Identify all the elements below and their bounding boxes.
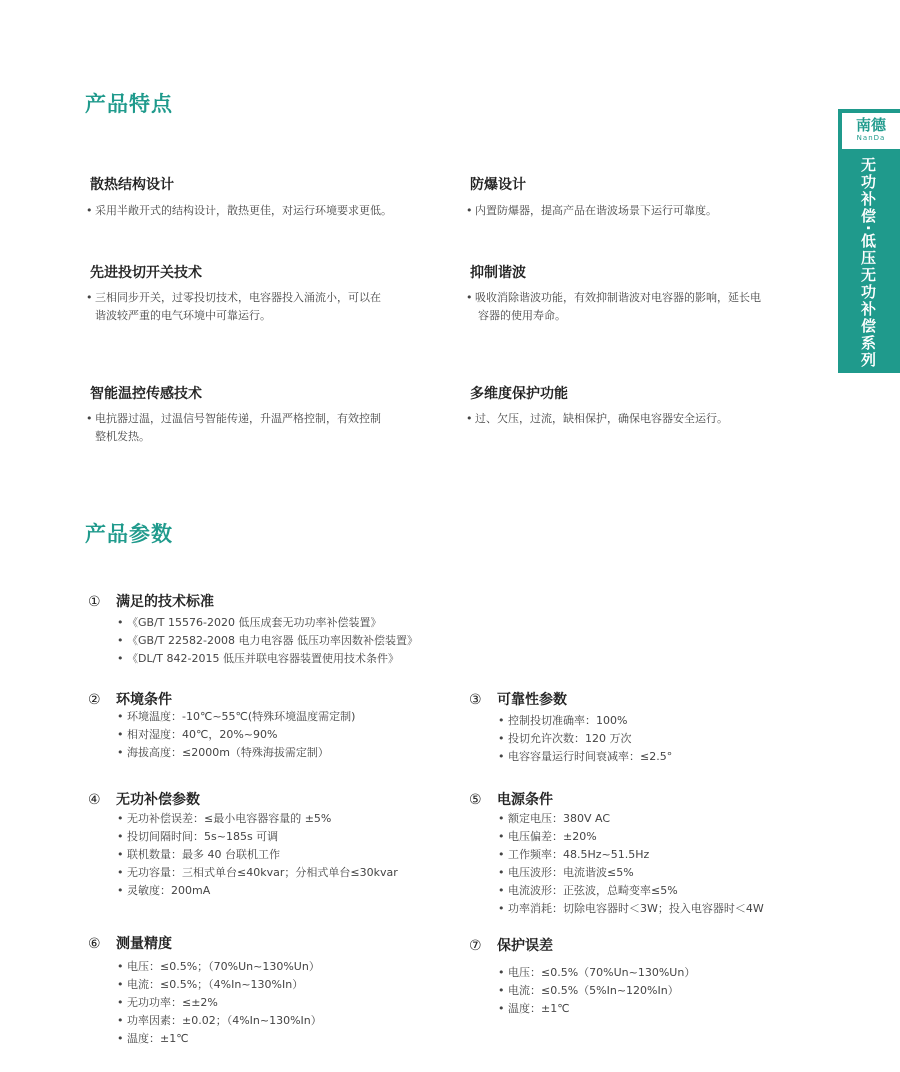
feature-desc-line: 三相同步开关，过零投切技术，电容器投入涌流小，可以在 <box>95 291 381 304</box>
param-group-number: ⑦ <box>469 938 482 954</box>
param-group-number: ⑤ <box>469 792 482 808</box>
param-item: • 《GB/T 22582-2008 电力电容器 低压功率因数补偿装置》 <box>117 632 418 650</box>
param-group-heading <box>469 689 567 709</box>
param-item: • 额定电压：380V AC <box>498 810 764 828</box>
param-group-title: 电源条件 <box>497 792 553 808</box>
param-group-number: ④ <box>88 792 101 808</box>
param-list <box>117 614 418 668</box>
params-section-title: 产品参数 <box>85 522 173 546</box>
param-item: • 联机数量：最多 40 台联机工作 <box>117 846 398 864</box>
param-item: • 电压偏差：±20% <box>498 828 764 846</box>
feature-desc: • 三相同步开关，过零投切技术，电容器投入涌流小，可以在 谐波较严重的电气环境中可靠运行。 <box>95 289 430 325</box>
brand-logo-cn: 南德 <box>855 116 886 134</box>
feature-desc: • 内置防爆器，提高产品在谐波场景下运行可靠度。 <box>475 202 810 220</box>
feature-title: 抑制谐波 <box>470 265 526 281</box>
feature-title: 散热结构设计 <box>90 177 174 193</box>
brand-logo-en: NanDa <box>856 134 886 142</box>
param-group-number: ③ <box>469 692 482 708</box>
param-list <box>117 958 322 1048</box>
param-group-title: 满足的技术标准 <box>116 594 214 610</box>
param-list <box>498 712 672 766</box>
param-item: • 电压：≤0.5%（70%Un~130%Un） <box>498 964 695 982</box>
param-group-heading <box>88 933 172 953</box>
feature-desc-line: 采用半敞开式的结构设计，散热更佳，对运行环境要求更低。 <box>95 204 392 217</box>
param-item: • 电压波形：电流谐波≤5% <box>498 864 764 882</box>
feature-title: 智能温控传感技术 <box>90 386 202 402</box>
param-group-heading <box>88 689 172 709</box>
param-item: • 温度：±1℃ <box>117 1030 322 1048</box>
feature-desc-line: 电抗器过温，过温信号智能传递，升温严格控制，有效控制 <box>95 412 381 425</box>
param-item: • 相对湿度：40℃，20%~90% <box>117 726 355 744</box>
param-item: • 工作频率：48.5Hz~51.5Hz <box>498 846 764 864</box>
brand-logo <box>842 113 900 149</box>
series-side-tab <box>838 109 900 373</box>
param-list <box>117 810 398 900</box>
feature-desc: • 电抗器过温，过温信号智能传递，升温严格控制，有效控制 整机发热。 <box>95 410 430 446</box>
param-item: • 投切间隔时间：5s~185s 可调 <box>117 828 398 846</box>
param-group-title: 测量精度 <box>116 936 172 952</box>
param-group-title: 无功补偿参数 <box>116 792 200 808</box>
param-item: • 控制投切准确率：100% <box>498 712 672 730</box>
param-item: • 电流波形：正弦波，总畸变率≤5% <box>498 882 764 900</box>
param-item: • 无功补偿误差：≤最小电容器容量的 ±5% <box>117 810 398 828</box>
param-group-heading <box>88 789 200 809</box>
feature-desc-line: 容器的使用寿命。 <box>478 309 566 322</box>
param-item: • 功率消耗：切除电容器时＜3W；投入电容器时＜4W <box>498 900 764 918</box>
feature-desc-line: 过、欠压，过流，缺相保护，确保电容器安全运行。 <box>475 412 728 425</box>
feature-desc-line: 吸收消除谐波功能，有效抑制谐波对电容器的影响，延长电 <box>475 291 761 304</box>
feature-desc: • 过、欠压，过流，缺相保护，确保电容器安全运行。 <box>475 410 810 428</box>
param-item: • 电压：≤0.5%；（70%Un~130%Un） <box>117 958 322 976</box>
param-list <box>498 810 764 918</box>
feature-title: 先进投切开关技术 <box>90 265 202 281</box>
param-item: • 温度：±1℃ <box>498 1000 695 1018</box>
param-group-number: ② <box>88 692 101 708</box>
param-item: • 投切允许次数：120 万次 <box>498 730 672 748</box>
param-item: • 《DL/T 842-2015 低压并联电容器装置使用技术条件》 <box>117 650 418 668</box>
param-group-title: 可靠性参数 <box>497 692 567 708</box>
param-group-heading <box>469 935 553 955</box>
param-group-heading <box>469 789 553 809</box>
feature-title: 多维度保护功能 <box>470 386 568 402</box>
feature-title: 防爆设计 <box>470 177 526 193</box>
series-label: 无功补偿·低压无功补偿系列 <box>859 157 877 369</box>
param-item: • 海拔高度：≤2000m（特殊海拔需定制） <box>117 744 355 762</box>
param-item: • 《GB/T 15576-2020 低压成套无功功率补偿装置》 <box>117 614 418 632</box>
param-item: • 电流：≤0.5%；（4%In~130%In） <box>117 976 322 994</box>
param-group-number: ⑥ <box>88 936 101 952</box>
param-item: • 环境温度：-10℃~55℃(特殊环境温度需定制) <box>117 708 355 726</box>
param-group-title: 环境条件 <box>116 692 172 708</box>
param-item: • 灵敏度：200mA <box>117 882 398 900</box>
param-group-title: 保护误差 <box>497 938 553 954</box>
param-item: • 无功功率：≤±2% <box>117 994 322 1012</box>
param-item: • 功率因素：±0.02；（4%In~130%In） <box>117 1012 322 1030</box>
feature-desc-line: 整机发热。 <box>95 430 150 443</box>
feature-desc: • 采用半敞开式的结构设计，散热更佳，对运行环境要求更低。 <box>95 202 430 220</box>
feature-desc-line: 内置防爆器，提高产品在谐波场景下运行可靠度。 <box>475 204 717 217</box>
param-list <box>498 964 695 1018</box>
feature-desc: • 吸收消除谐波功能，有效抑制谐波对电容器的影响，延长电 容器的使用寿命。 <box>475 289 810 325</box>
param-group-heading <box>88 591 214 611</box>
param-item: • 无功容量：三相式单台≤40kvar；分相式单台≤30kvar <box>117 864 398 882</box>
feature-desc-line: 谐波较严重的电气环境中可靠运行。 <box>95 309 271 322</box>
param-list <box>117 708 355 762</box>
param-item: • 电流：≤0.5%（5%In~120%In） <box>498 982 695 1000</box>
param-group-number: ① <box>88 594 101 610</box>
features-section-title: 产品特点 <box>85 92 173 116</box>
param-item: • 电容容量运行时间衰减率：≤2.5° <box>498 748 672 766</box>
